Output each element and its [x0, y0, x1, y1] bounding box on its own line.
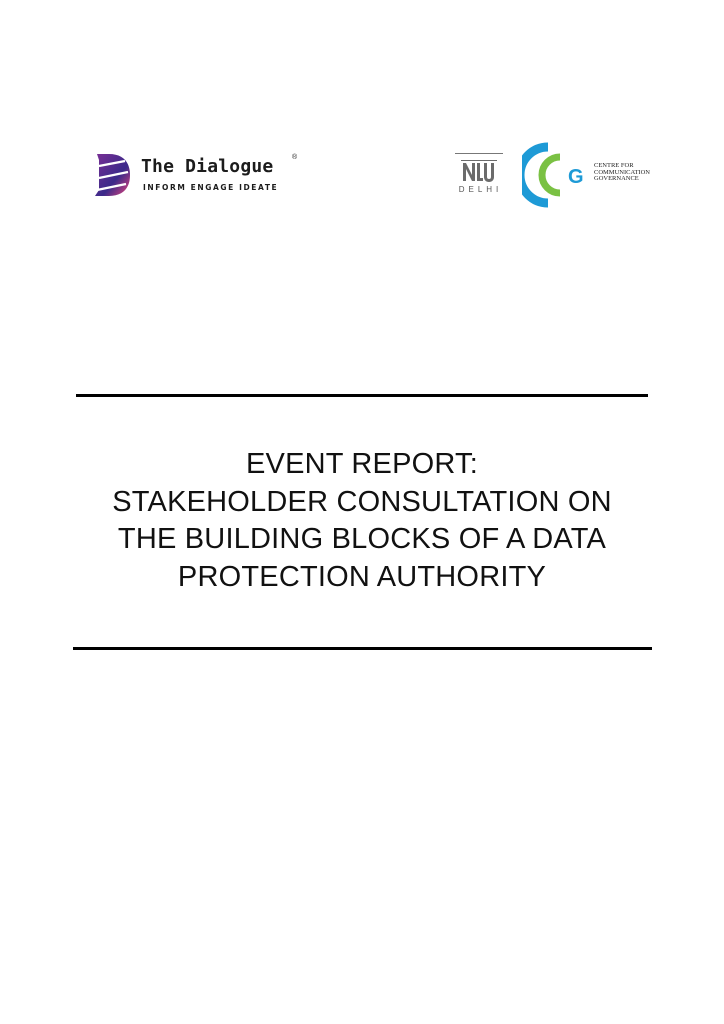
- title-line-4: PROTECTION AUTHORITY: [177, 560, 547, 593]
- report-title: [40, 446, 684, 596]
- ccg-arcs-icon: [522, 141, 590, 209]
- ccg-name: [594, 163, 650, 183]
- nlu-hindi-text: [453, 151, 505, 157]
- ccg-line-2: COMMUNICATION: [594, 168, 650, 176]
- dialogue-tagline: INFORM ENGAGE IDEATE: [143, 183, 279, 192]
- dialogue-name: The Dialogue: [141, 156, 274, 177]
- registered-mark: ®: [292, 154, 298, 161]
- title-line-3: THE BUILDING BLOCKS OF A DATA: [117, 523, 607, 555]
- ccg-line-3: GOVERNANCE: [594, 175, 639, 182]
- ccg-g-letter: G: [568, 166, 584, 188]
- ccg-line-1: CENTRE FOR: [594, 162, 634, 169]
- nlu-delhi-text: DELHI: [458, 185, 503, 194]
- nlu-hindi-lettering-icon: [453, 151, 505, 156]
- nlu-mark-icon: [461, 159, 497, 183]
- dialogue-mark-icon: [95, 152, 131, 198]
- nlu-delhi-logo: [453, 151, 505, 197]
- top-divider: [76, 394, 648, 397]
- title-line-1: EVENT REPORT:: [246, 448, 478, 480]
- title-line-2: STAKEHOLDER CONSULTATION ON: [112, 485, 612, 518]
- bottom-divider: [73, 647, 652, 650]
- ccg-logo: [522, 141, 657, 209]
- the-dialogue-logo: [95, 152, 310, 200]
